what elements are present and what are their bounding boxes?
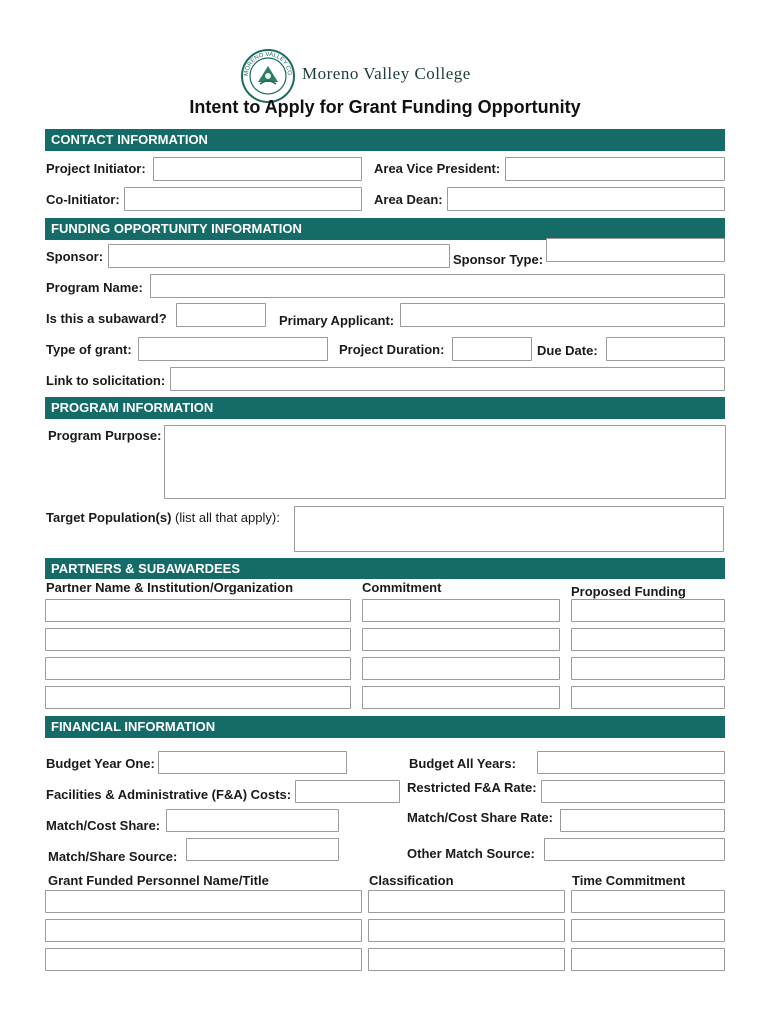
fa-costs-input[interactable] bbox=[295, 780, 400, 803]
time-commitment-input-2[interactable] bbox=[571, 919, 725, 942]
time-commitment-input-1[interactable] bbox=[571, 890, 725, 913]
subaward-input[interactable] bbox=[176, 303, 266, 327]
restricted-fa-rate-input[interactable] bbox=[541, 780, 725, 803]
section-financial-heading: FINANCIAL INFORMATION bbox=[45, 716, 725, 738]
target-population-label-note: (list all that apply): bbox=[171, 510, 280, 525]
target-population-label bbox=[46, 510, 280, 525]
sponsor-type-input[interactable] bbox=[546, 238, 725, 262]
area-dean-input[interactable] bbox=[447, 187, 725, 211]
partner-name-input-1[interactable] bbox=[45, 599, 351, 622]
college-seal bbox=[240, 48, 296, 104]
project-duration-label: Project Duration: bbox=[339, 342, 445, 357]
match-share-source-input[interactable] bbox=[186, 838, 339, 861]
restricted-fa-rate-label: Restricted F&A Rate: bbox=[407, 780, 537, 795]
partner-name-col-header: Partner Name & Institution/Organization bbox=[46, 580, 294, 595]
program-purpose-label: Program Purpose: bbox=[48, 428, 162, 443]
link-input[interactable] bbox=[170, 367, 725, 391]
due-date-label: Due Date: bbox=[537, 343, 598, 358]
program-purpose-input[interactable] bbox=[164, 425, 726, 499]
svg-text:MORENO VALLEY COLLEGE: MORENO VALLEY CO bbox=[243, 51, 293, 77]
personnel-col-header: Grant Funded Personnel Name/Title bbox=[48, 873, 269, 888]
co-initiator-input[interactable] bbox=[124, 187, 362, 211]
project-initiator-input[interactable] bbox=[153, 157, 362, 181]
project-duration-input[interactable] bbox=[452, 337, 532, 361]
match-share-source-label: Match/Share Source: bbox=[48, 849, 178, 864]
area-dean-label: Area Dean: bbox=[374, 192, 443, 207]
section-funding-heading: FUNDING OPPORTUNITY INFORMATION bbox=[45, 218, 725, 240]
partner-name-input-4[interactable] bbox=[45, 686, 351, 709]
other-match-source-input[interactable] bbox=[544, 838, 725, 861]
time-commitment-input-3[interactable] bbox=[571, 948, 725, 971]
sponsor-type-label: Sponsor Type: bbox=[453, 252, 544, 267]
time-commitment-col-header: Time Commitment bbox=[572, 873, 686, 888]
classification-input-2[interactable] bbox=[368, 919, 565, 942]
commitment-input-1[interactable] bbox=[362, 599, 560, 622]
type-of-grant-input[interactable] bbox=[138, 337, 328, 361]
match-cost-share-rate-label: Match/Cost Share Rate: bbox=[407, 810, 553, 825]
section-contact-heading: CONTACT INFORMATION bbox=[45, 129, 725, 151]
section-partners-heading bbox=[45, 558, 725, 579]
commitment-input-3[interactable] bbox=[362, 657, 560, 680]
area-vp-label: Area Vice President: bbox=[374, 161, 501, 176]
classification-input-1[interactable] bbox=[368, 890, 565, 913]
program-name-label: Program Name: bbox=[46, 280, 143, 295]
college-name: Moreno Valley College bbox=[302, 64, 471, 83]
budget-all-years-input[interactable] bbox=[537, 751, 725, 774]
page-title: Intent to Apply for Grant Funding Opportunity bbox=[189, 97, 581, 117]
target-population-label-bold: Target Population(s) bbox=[46, 510, 172, 525]
commitment-input-2[interactable] bbox=[362, 628, 560, 651]
primary-applicant-label: Primary Applicant: bbox=[279, 313, 395, 328]
partner-name-input-2[interactable] bbox=[45, 628, 351, 651]
subaward-label: Is this a subaward? bbox=[46, 311, 167, 326]
target-population-input[interactable] bbox=[294, 506, 724, 552]
match-cost-share-rate-input[interactable] bbox=[560, 809, 725, 832]
sponsor-input[interactable] bbox=[108, 244, 450, 268]
proposed-funding-input-4[interactable] bbox=[571, 686, 725, 709]
program-name-input[interactable] bbox=[150, 274, 725, 298]
co-initiator-label: Co-Initiator: bbox=[46, 192, 120, 207]
proposed-funding-input-2[interactable] bbox=[571, 628, 725, 651]
area-vp-input[interactable] bbox=[505, 157, 725, 181]
commitment-input-4[interactable] bbox=[362, 686, 560, 709]
sponsor-label: Sponsor: bbox=[46, 249, 104, 264]
personnel-input-3[interactable] bbox=[45, 948, 362, 971]
classification-input-3[interactable] bbox=[368, 948, 565, 971]
budget-all-years-label: Budget All Years: bbox=[409, 756, 516, 771]
link-label: Link to solicitation: bbox=[46, 373, 166, 388]
other-match-source-label: Other Match Source: bbox=[407, 846, 535, 861]
proposed-funding-input-1[interactable] bbox=[571, 599, 725, 622]
section-program-heading: PROGRAM INFORMATION bbox=[45, 397, 725, 419]
due-date-input[interactable] bbox=[606, 337, 725, 361]
personnel-input-2[interactable] bbox=[45, 919, 362, 942]
classification-col-header: Classification bbox=[369, 873, 454, 888]
commitment-col-header: Commitment bbox=[362, 580, 442, 595]
proposed-funding-input-3[interactable] bbox=[571, 657, 725, 680]
partner-name-input-3[interactable] bbox=[45, 657, 351, 680]
budget-year-one-input[interactable] bbox=[158, 751, 347, 774]
budget-year-one-label: Budget Year One: bbox=[46, 756, 155, 771]
fa-costs-label: Facilities & Administrative (F&A) Costs: bbox=[46, 787, 292, 802]
project-initiator-label: Project Initiator: bbox=[46, 161, 146, 176]
proposed-funding-col-header: Proposed Funding bbox=[571, 584, 686, 599]
match-cost-share-label: Match/Cost Share: bbox=[46, 818, 161, 833]
match-cost-share-input[interactable] bbox=[166, 809, 339, 832]
section-partners-heading-text: PARTNERS & SUBAWARDEES bbox=[51, 561, 241, 576]
type-of-grant-label: Type of grant: bbox=[46, 342, 132, 357]
primary-applicant-input[interactable] bbox=[400, 303, 725, 327]
personnel-input-1[interactable] bbox=[45, 890, 362, 913]
